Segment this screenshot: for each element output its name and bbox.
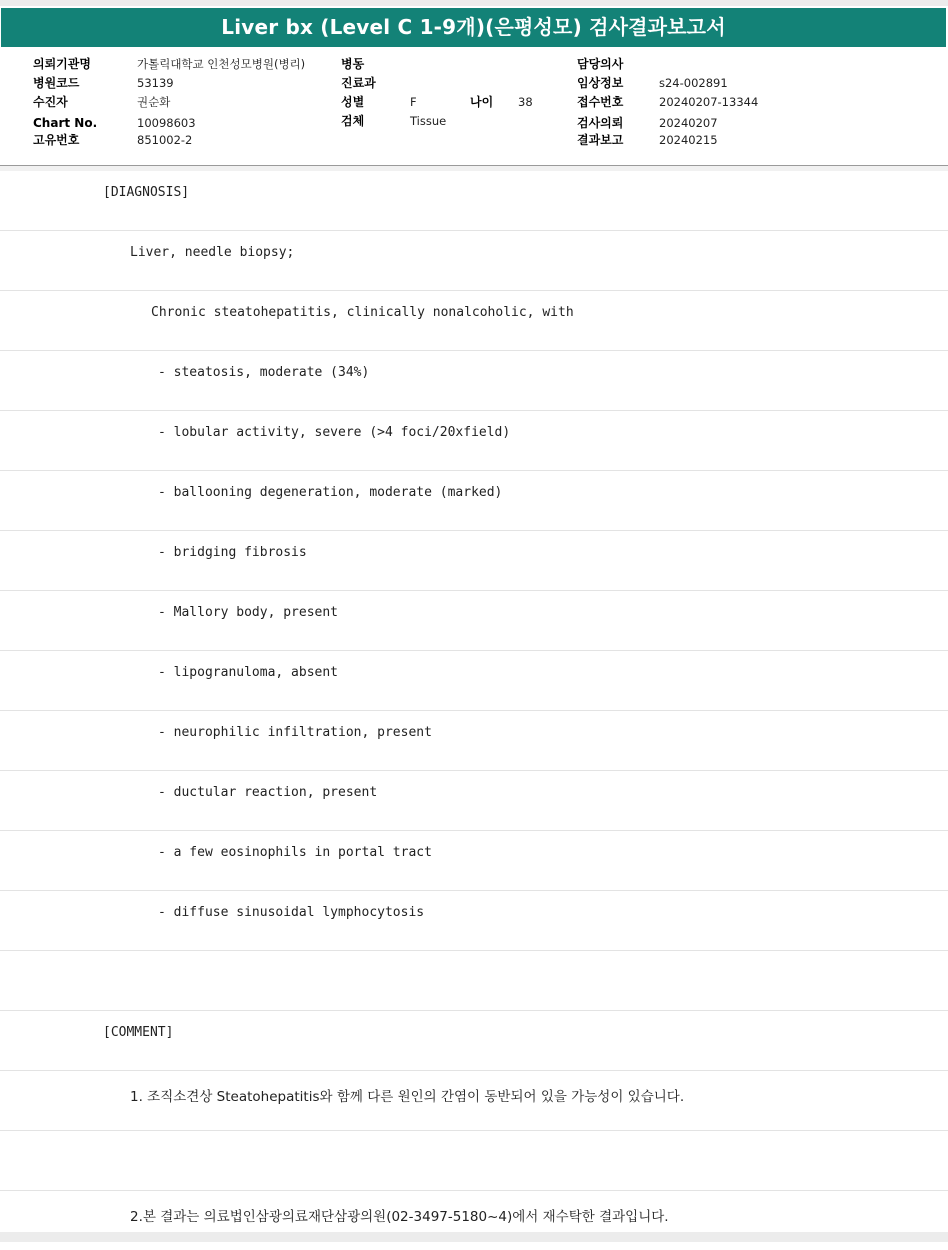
- institution-value: 가톨릭대학교 인천성모병원(병리): [137, 57, 306, 71]
- report-line: - ductular reaction, present: [0, 771, 948, 831]
- report-body: [0, 171, 948, 1250]
- chart-no-value: 10098603: [137, 116, 196, 130]
- patient-value: 권순화: [137, 95, 171, 109]
- sex-label: 성별: [341, 95, 365, 109]
- request-date-value: 20240207: [659, 116, 718, 130]
- top-rule: [0, 0, 948, 6]
- report-line: - lobular activity, severe (>4 foci/20xfield): [0, 411, 948, 471]
- report-line: - bridging fibrosis: [0, 531, 948, 591]
- unique-no-value: 851002-2: [137, 133, 193, 147]
- report-title: Liver bx (Level C 1-9개)(은평성모) 검사결과보고서: [1, 8, 946, 47]
- report-line: - steatosis, moderate (34%): [0, 351, 948, 411]
- bottom-rule: [0, 1232, 948, 1242]
- patient-label: 수진자: [33, 95, 68, 109]
- receipt-no-label: 접수번호: [577, 95, 624, 109]
- report-line: - Mallory body, present: [0, 591, 948, 651]
- age-value: 38: [518, 95, 533, 109]
- report-line: [0, 1131, 948, 1191]
- report-line: - a few eosinophils in portal tract: [0, 831, 948, 891]
- report-line: 1. 조직소견상 Steatohepatitis와 함께 다른 원인의 간염이 동반되어 있을 가능성이 있습니다.: [0, 1071, 948, 1131]
- report-line: [COMMENT]: [0, 1011, 948, 1071]
- institution-label: 의뢰기관명: [33, 57, 91, 71]
- specimen-value: Tissue: [410, 114, 447, 128]
- patient-info-header: [0, 47, 948, 166]
- report-line: Chronic steatohepatitis, clinically nonalcoholic, with: [0, 291, 948, 351]
- report-date-value: 20240215: [659, 133, 718, 147]
- hospital-code-label: 병원코드: [33, 76, 80, 90]
- receipt-no-value: 20240207-13344: [659, 95, 759, 109]
- report-date-label: 결과보고: [577, 133, 624, 147]
- specimen-label: 검체: [341, 114, 365, 128]
- doctor-label: 담당의사: [577, 57, 624, 71]
- sex-value: F: [410, 95, 417, 109]
- report-line: - diffuse sinusoidal lymphocytosis: [0, 891, 948, 951]
- hospital-code-value: 53139: [137, 76, 174, 90]
- ward-label: 병동: [341, 57, 365, 71]
- chart-no-label: Chart No.: [33, 116, 98, 130]
- clinical-info-value: s24-002891: [659, 76, 728, 90]
- report-line: - neurophilic infiltration, present: [0, 711, 948, 771]
- report-line: Liver, needle biopsy;: [0, 231, 948, 291]
- age-label: 나이: [470, 95, 494, 109]
- unique-no-label: 고유번호: [33, 133, 80, 147]
- report-line: 2.본 결과는 의료법인삼광의료재단삼광의원(02-3497-5180~4)에서 재수탁한 결과입니다.: [130, 1209, 669, 1225]
- request-date-label: 검사의뢰: [577, 116, 624, 130]
- department-label: 진료과: [341, 76, 376, 90]
- report-line: - lipogranuloma, absent: [0, 651, 948, 711]
- report-line: [DIAGNOSIS]: [0, 171, 948, 231]
- clinical-info-label: 임상정보: [577, 76, 624, 90]
- report-line: [0, 951, 948, 1011]
- report-line: - ballooning degeneration, moderate (marked): [0, 471, 948, 531]
